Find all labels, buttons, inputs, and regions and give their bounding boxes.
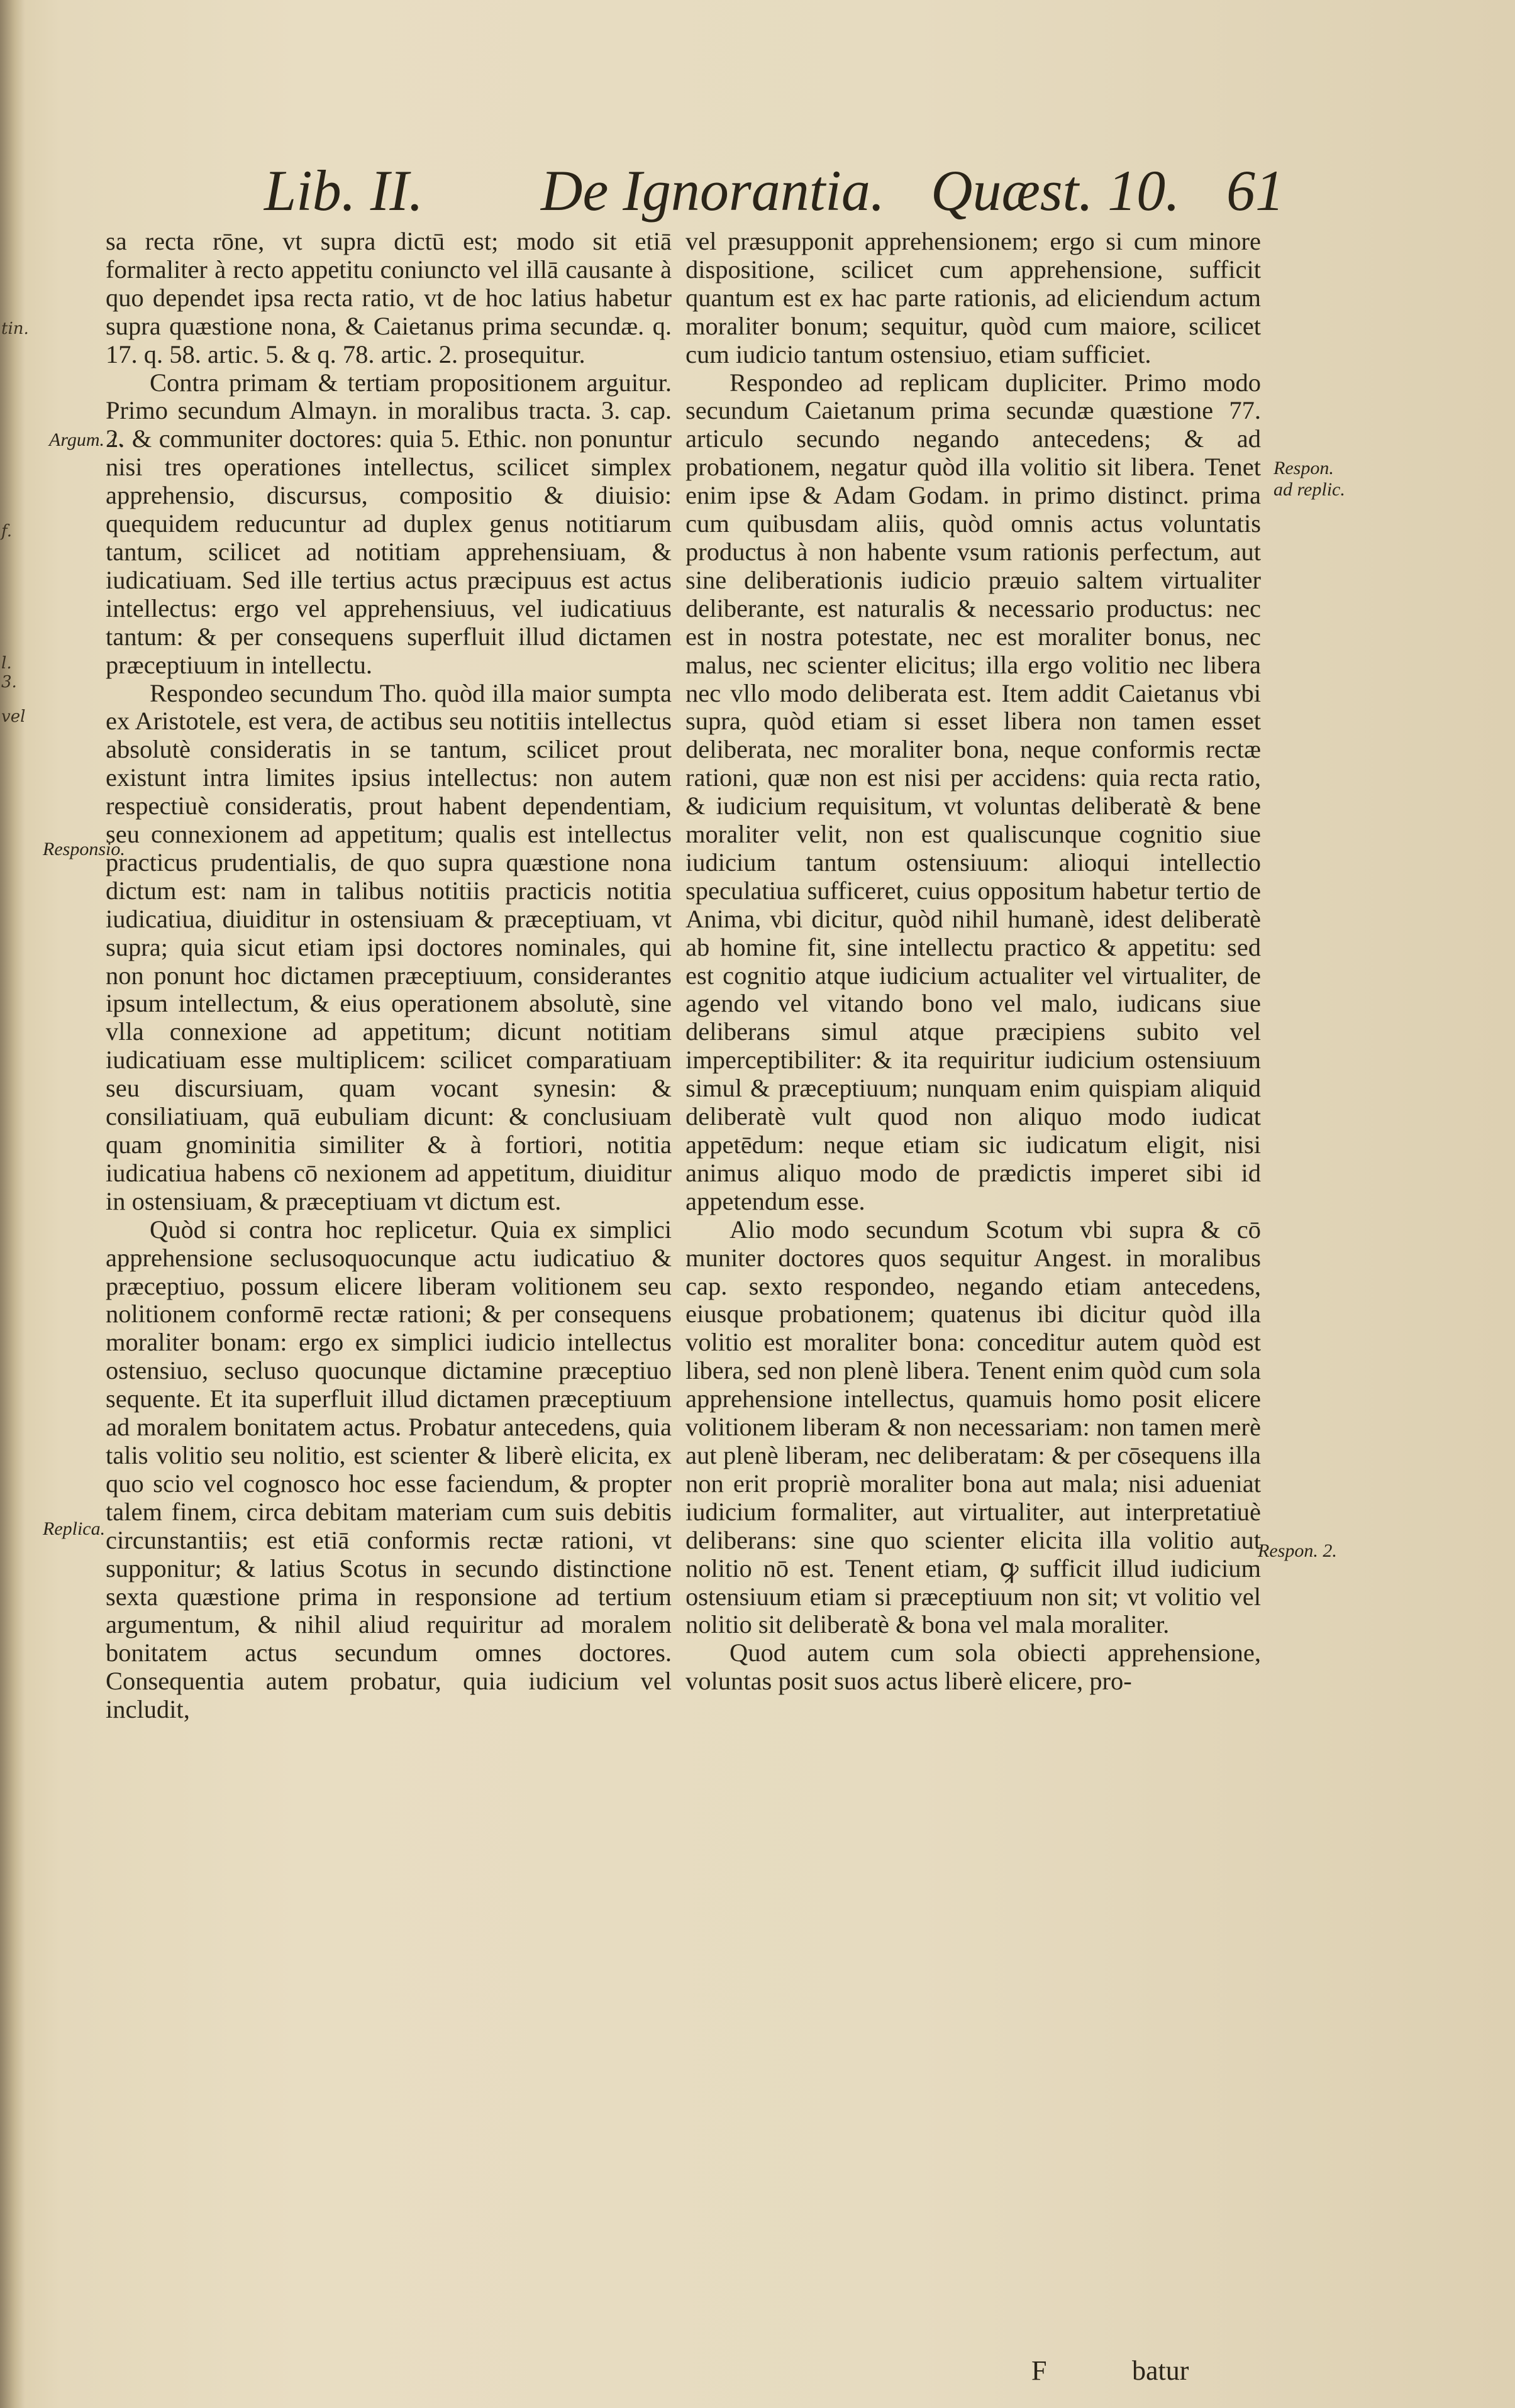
paragraph: Respondeo ad replicam dupliciter. Primo modo secundum Caietanum prima secundæ quæstione 77. articulo secundo negando antecedens; & ad probationem, negatur quòd illa volitio sit libera. Tenet enim ipse & Adam Godam. in primo distinct. prima cum quibusdam aliis, quòd omnis actus voluntatis productus à non habente vsum rationis perfectum, aut sine deliberationis iudicio præuio saltem virtualiter deliberante, est naturalis & necessario productus: nec est in nostra potestate, nec est moraliter bonus, nec malus, nec scienter elicitus; illa ergo volitio nec libera nec vllo modo deliberata est. Item addit Caietanus vbi supra, quòd etiam si esset libera non tamen esset deliberata, nec moraliter bona, neque conformis rectæ rationi, quæ non est nisi per accidens: quia recta ratio, & iudicium requisitum, vt voluntas deliberatè & bene moraliter velit, non est qualiscunque cognitio siue iudicium tantum ostensiuum: alioqui intellectio speculatiua sufficeret, cuius oppositum habetur tertio de Anima, vbi dicitur, quòd nihil humanè, idest deliberatè ab homine fit, sine intellectu practico & appetitu: sed est cognitio atque iudicium actualiter vel virtualiter, de agendo vel vitando bono vel malo, iudicans siue deliberans simul atque præcipiens subito vel imperceptibiliter: & ita requiritur iudicium ostensiuum simul & præceptiuum; nunquam enim quispiam aliquid deliberatè vult quod non aliquo modo iudicat appetēdum: neque etiam sic iudicatum eligit, nisi animus aliquo modo de prædictis imperet sibi id appetendum esse. <box>685 368 1261 1215</box>
paragraph: Quòd si contra hoc replicetur. Quia ex simplici apprehensione seclusoquocunque actu iudicatiuo & præceptiuo, possum elicere liberam volitionem seu nolitionem conformē rectæ rationi; & per consequens moraliter bonam: ergo ex simplici iudicio intellectus ostensiuo, secluso quocunque dictamine præceptiuo sequente. Et ita superfluit illud dictamen præceptiuum ad moralem bonitatem actus. Probatur antecedens, quia talis volitio seu nolitio, est scienter & liberè elicita, ex quo scio vel cognosco hoc esse faciendum, & propter talem finem, circa debitam materiam cum suis debitis circunstantiis; est etiā conformis rectæ rationi, vt supponitur; & latius Scotus in secundo distinctione sexta quæstione prima in responsione ad tertium argumentum, & nihil aliud requiritur ad moralem bonitatem actus secundum omnes doctores. Consequentia autem probatur, quia iudicium vel includit, <box>106 1215 672 1724</box>
margin-note-argument: Argum. 1. <box>49 429 124 450</box>
paragraph: Alio modo secundum Scotum vbi supra & cō muniter doctores quos sequitur Angest. in moralibus cap. sexto respondeo, negando etiam antecedens, eiusque probationem; quatenus ibi dicitur quòd illa volitio est moraliter bona: conceditur autem quòd est libera, sed non plenè libera. Tenent enim quòd cum sola apprehensione intellectus, quamuis homo posit elicere volitionem liberam & non necessariam: non tamen merè aut plenè liberam, nec deliberatam: & per cōsequens illa non erit propriè moraliter bona aut mala; nisi adueniat iudicium formaliter, aut virtualiter, aut interpretatiuè deliberans: sine quo scienter elicita illa volitio aut nolitio nō est. Tenent etiam, ꝙ sufficit illud iudicium ostensiuum etiam si præceptiuum non sit; vt volitio vel nolitio sit deliberatè & bona vel mala moraliter. <box>685 1215 1261 1639</box>
question-label: Quæst. 10. <box>931 158 1180 223</box>
paragraph: Quod autem cum sola obiecti apprehensione, voluntas posit suos actus liberè elicere, pro- <box>685 1638 1261 1696</box>
left-column <box>106 228 672 1724</box>
prev-page-note: vel <box>1 707 26 726</box>
book-label: Lib. II. <box>264 158 423 223</box>
prev-page-note: l. 3. <box>1 654 17 692</box>
catchword: batur <box>1132 2355 1189 2386</box>
prev-page-note: f. <box>1 522 12 541</box>
margin-note-responsio: Responsio. <box>43 839 125 859</box>
paragraph: vel præsupponit apprehensionem; ergo si cum minore dispositione, scilicet cum apprehensione, sufficit quantum est ex hac parte rationis, ad eliciendum actum moraliter bonum; sequitur, quòd cum maiore, scilicet cum iudicio tantum ostensiuo, etiam sufficiet. <box>685 227 1261 368</box>
paragraph: Contra primam & tertiam propositionem arguitur. Primo secundum Almayn. in moralibus tracta. 3. cap. 2. & communiter doctores: quia 5. Ethic. non ponuntur nisi tres operationes intellectus, scilicet simplex apprehensio, discursus, compositio & diuisio: quequidem reducuntur ad duplex genus notitiarum tantum, scilicet ad notitiam apprehensiuam, & iudicatiuam. Sed ille tertius actus præcipuus est actus intellectus: ergo vel apprehensiuus, vel iudicatiuus tantum: & per consequens superfluit illud dictamen præceptiuum in intellectu. <box>106 368 672 679</box>
running-head <box>264 157 1333 226</box>
margin-note-respon-ad-replic: Respon. ad replic. <box>1274 458 1345 500</box>
page-number: 61 <box>1226 158 1284 223</box>
page-title: De Ignorantia. <box>541 158 885 223</box>
right-column <box>685 228 1261 1696</box>
signature-mark: F <box>1031 2355 1047 2386</box>
prev-page-note: tin. <box>1 319 29 338</box>
previous-page-edge <box>0 0 29 2408</box>
margin-note-replica: Replica. <box>43 1518 106 1539</box>
margin-note-respon-2: Respon. 2. <box>1258 1540 1337 1561</box>
paragraph: Respondeo secundum Tho. quòd illa maior sumpta ex Aristotele, est vera, de actibus seu notitiis intellectus absolutè consideratis in se tantum, scilicet prout existunt intra limites ipsius intellectus: non autem respectiuè consideratis, prout habent dependentiam, seu connexionem ad appetitum; qualis est intellectus practicus prudentialis, de quo supra quæstione nona dictum est: nam in talibus notitiis practicis notitia iudicatiua, diuiditur in ostensiuam & præceptiuam, vt supra; quia sicut etiam ipsi doctores nominales, qui non ponunt hoc dictamen præceptiuum, considerantes ipsum intellectum, & eius operationem absolutè, sine vlla connexione ad appetitum; dicunt notitiam iudicatiuam esse multiplicem: scilicet comparatiuam seu discursiuam, quam vocant synesin: & consiliatiuam, quā eubuliam dicunt: & conclusiuam quam gnominitia similiter & à fortiori, notitia iudicatiua habens cō nexionem ad appetitum, diuiditur in ostensiuam, & præceptiuam vt dictum est. <box>106 678 672 1215</box>
paragraph: sa recta rōne, vt supra dictū est; modo sit etiā formaliter à recto appetitu coniuncto vel illā causante à quo dependet ipsa recta ratio, vt de hoc latius habetur supra quæstione nona, & Caietanus prima secundæ. q. 17. q. 58. artic. 5. & q. 78. artic. 2. prosequitur. <box>106 227 672 368</box>
